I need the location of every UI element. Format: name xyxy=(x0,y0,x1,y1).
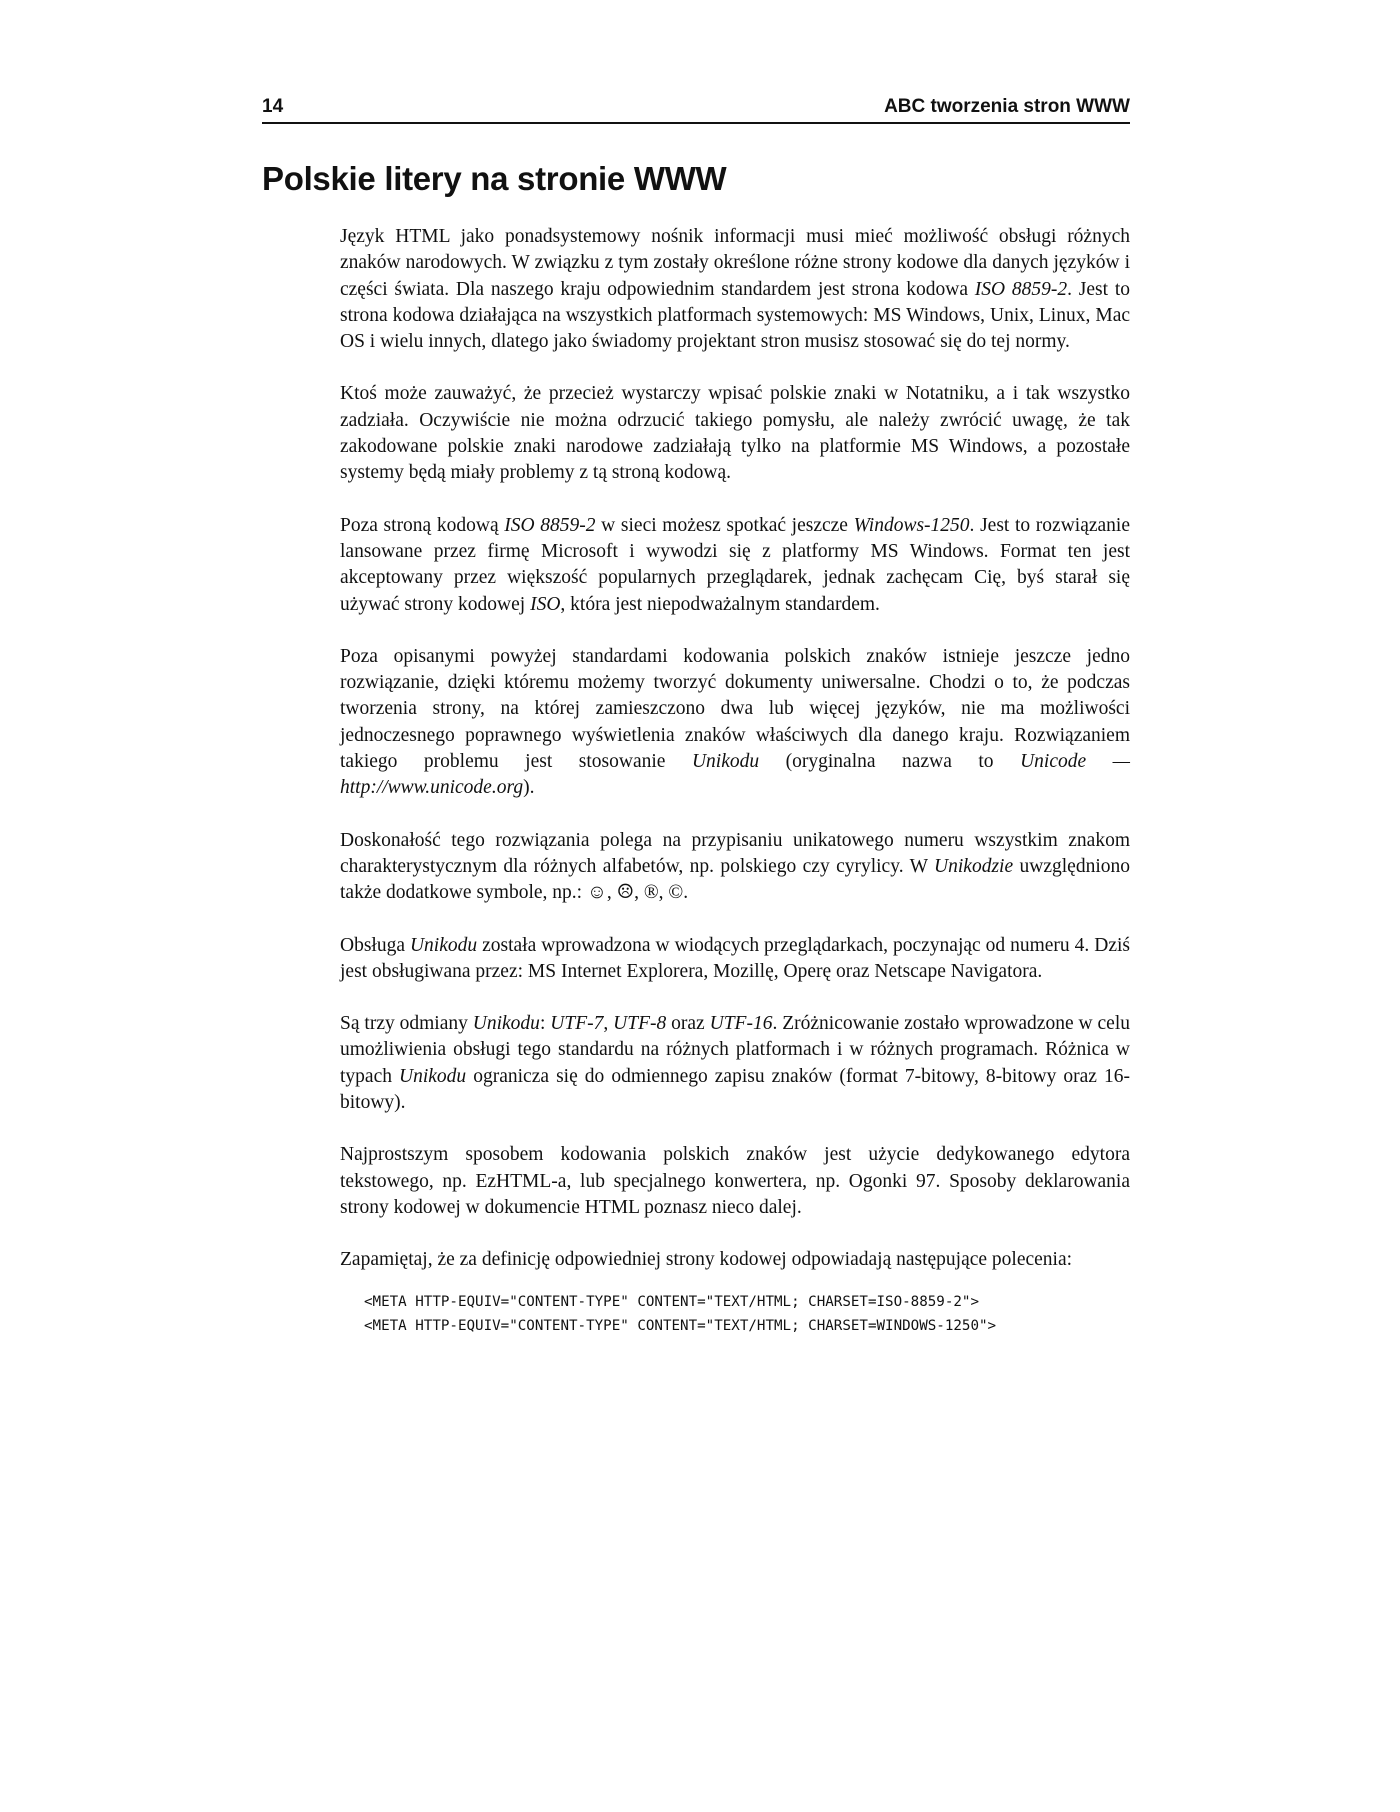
italic-term: Unikodu xyxy=(691,751,760,773)
text-run: . Zróżnicowanie zostało wprowadzone w celu umożliwienia obsługi tego standardu na różnych platformach i w różnych programach. Różnica w typach xyxy=(340,1013,1130,1087)
text-run: oraz xyxy=(666,1013,710,1035)
text-run: Poza stroną kodową xyxy=(340,514,505,536)
italic-term: Unikodu xyxy=(399,1065,467,1087)
text-run: ogranicza się do odmiennego zapisu znaków (format 7-bitowy, 8-bitowy oraz 16-bitowy). xyxy=(340,1065,1130,1114)
paragraph-5 xyxy=(340,828,1130,907)
italic-term: Unikodu xyxy=(472,1013,540,1035)
italic-term: ISO xyxy=(530,593,561,615)
running-title: ABC tworzenia stron WWW xyxy=(884,96,1130,117)
paragraph-8 xyxy=(340,1142,1130,1221)
code-line: <META HTTP-EQUIV="CONTENT-TYPE" CONTENT="TEXT/HTML; CHARSET=ISO-8859-2"> xyxy=(364,1293,979,1310)
italic-term: Windows-1250 xyxy=(853,514,970,536)
text-run: (oryginalna nazwa to xyxy=(759,751,1021,773)
text-run: Obsługa xyxy=(340,934,410,956)
paragraph-2 xyxy=(340,381,1130,486)
page-header xyxy=(262,94,1130,124)
text-run: , która jest niepodważalnym standardem. xyxy=(560,593,880,615)
italic-term: UTF-16 xyxy=(709,1013,773,1035)
text-run: , xyxy=(603,1013,614,1035)
text-run: : xyxy=(539,1013,551,1035)
code-listing xyxy=(364,1290,1130,1338)
italic-term: UTF-8 xyxy=(613,1013,667,1035)
text-run: w sieci możesz spotkać jeszcze xyxy=(595,514,854,536)
text-run: Doskonałość tego rozwiązania polega na przypisaniu unikatowego numeru wszystkim znakom charakterystycznym dla różnych alfabetów, np. polskiego czy cyrylicy. W xyxy=(340,829,1130,877)
text-run: Ktoś może zauważyć, że przecież wystarczy wpisać polskie znaki w Notatniku, a i tak wszystko zadziała. Oczywiście nie można odrzucić takiego pomysłu, ale należy zwrócić uwagę, że tak zakodowane polskie znaki narodowe zadziałają tylko na platformie MS Windows, a pozostałe systemy będą miały problemy z tą stroną kodową. xyxy=(340,383,1130,484)
paragraph-9 xyxy=(340,1247,1130,1273)
italic-term: UTF-7 xyxy=(550,1013,604,1035)
text-run: uwzględniono także dodatkowe symbole, np.: ☺, ☹, ®, ©. xyxy=(340,855,1130,904)
italic-term: Unikodu xyxy=(409,934,478,956)
text-run: Zapamiętaj, że za definicję odpowiedniej strony kodowej odpowiadają następujące polecenia: xyxy=(340,1249,1073,1271)
text-run: Są trzy odmiany xyxy=(340,1013,473,1035)
paragraph-1 xyxy=(340,224,1130,355)
page-number: 14 xyxy=(262,96,284,117)
body-text xyxy=(340,224,1130,1338)
text-run: Najprostszym sposobem kodowania polskich znaków jest użycie dedykowanego edytora tekstowego, np. EzHTML-a, lub specjalnego konwertera, np. Ogonki 97. Sposoby deklarowania strony kodowej w dokumencie HTML poznasz nieco dalej. xyxy=(340,1144,1130,1218)
paragraph-6 xyxy=(340,933,1130,986)
paragraph-3 xyxy=(340,513,1130,618)
text-run: ). xyxy=(523,777,535,799)
italic-term: ISO 8859-2 xyxy=(974,278,1068,300)
paragraph-7 xyxy=(340,1011,1130,1116)
chapter-title: Polskie litery na stronie WWW xyxy=(262,160,727,197)
text-run: . Jest to strona kodowa działająca na wszystkich platformach systemowych: MS Windows, Unix, Linux, Mac OS i wielu innych, dlatego jako świadomy projektant stron musisz stosować się do tej normy. xyxy=(340,278,1130,353)
text-run: Poza opisanymi powyżej standardami kodowania polskich znaków istnieje jeszcze jedno rozwiązanie, dzięki któremu możemy tworzyć dokumenty uniwersalne. Chodzi o to, że podczas tworzenia strony, na której zamieszczono dwa lub więcej języków, nie ma możliwości jednoczesnego poprawnego wyświetlenia znaków właściwych dla danego kraju. Rozwiązaniem takiego problemu jest stosowanie xyxy=(340,645,1130,773)
italic-term: Unikodzie xyxy=(934,855,1014,877)
text-run: została wprowadzona w wiodących przeglądarkach, poczynając od numeru 4. Dziś jest obsługiwana przez: MS Internet Explorera, Mozillę, Operę oraz Netscape Navigatora. xyxy=(340,934,1130,982)
paragraph-4 xyxy=(340,644,1130,802)
text-run: . Jest to rozwiązanie lansowane przez firmę Microsoft i wywodzi się z platformy MS Windows. Format ten jest akceptowany przez większość popularnych przeglądarek, jednak zachęcam Cię, byś starał się używać strony kodowej xyxy=(340,514,1130,615)
text-run: Język HTML jako ponadsystemowy nośnik informacji musi mieć możliwość obsługi różnych znaków narodowych. W związku z tym zostały określone różne strony kodowe dla danych języków i części świata. Dla naszego kraju odpowiednim standardem jest strona kodowa xyxy=(340,226,1130,300)
italic-term: Unicode — http://www.unicode.org xyxy=(340,751,1130,799)
code-line: <META HTTP-EQUIV="CONTENT-TYPE" CONTENT="TEXT/HTML; CHARSET=WINDOWS-1250"> xyxy=(364,1317,997,1334)
italic-term: ISO 8859-2 xyxy=(504,514,596,536)
